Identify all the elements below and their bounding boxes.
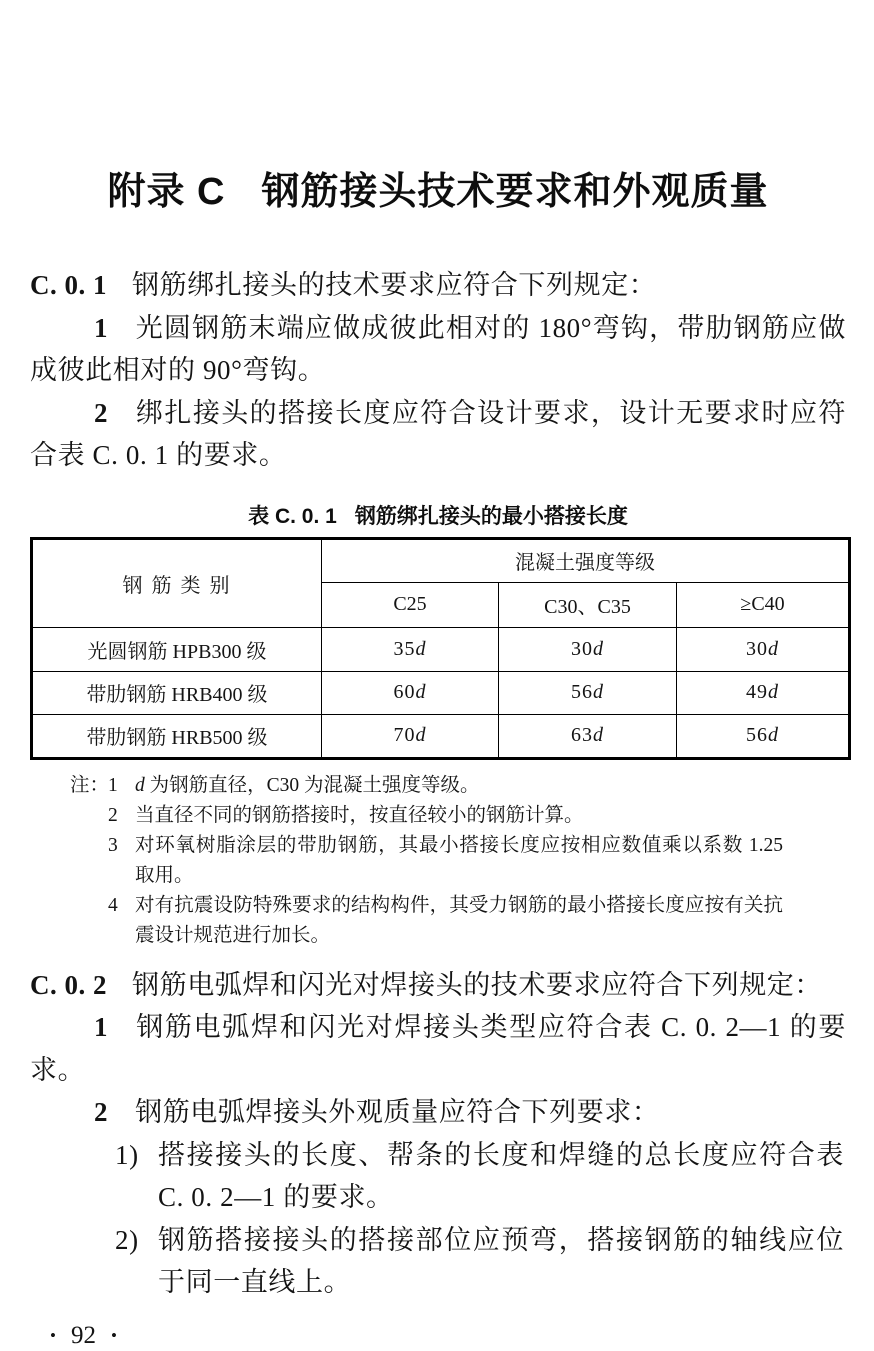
- page-number-bullet-left: •: [50, 1325, 56, 1345]
- table-title-text: 钢筋绑扎接头的最小搭接长度: [354, 504, 628, 528]
- col-header-c25: C25: [322, 582, 499, 627]
- diameter-symbol: d: [415, 724, 427, 747]
- item-text: 光圆钢筋末端应做成彼此相对的 180°弯钩，带肋钢筋应做成彼此相对的 90°弯钩。: [30, 312, 846, 386]
- table-c01-title: [30, 502, 846, 532]
- item-text: 钢筋电弧焊和闪光对焊接头类型应符合表 C. 0. 2—1 的要求。: [30, 1012, 846, 1085]
- concrete-grade-group-header: 混凝土强度等级: [322, 538, 850, 582]
- cell-value: 30d: [677, 627, 850, 671]
- page-number-value: 92: [70, 1321, 96, 1349]
- col-header-c30-c35: C30、C35: [499, 582, 677, 627]
- cell-value: 70d: [322, 714, 499, 758]
- page-number-bullet-right: •: [110, 1325, 117, 1345]
- table-header-row-1: [32, 538, 850, 582]
- note-item-4: [70, 891, 846, 951]
- diameter-symbol: d: [593, 724, 604, 747]
- diameter-symbol: d: [768, 637, 779, 660]
- note-number: 4: [108, 894, 118, 916]
- note-number: 2: [108, 804, 118, 826]
- cell-value: 49d: [677, 671, 850, 714]
- item-text: 绑扎接头的搭接长度应符合设计要求，设计无要求时应符合表 C. 0. 1 的要求。: [30, 397, 846, 471]
- clause-c02-item-2: [30, 1091, 846, 1134]
- notes-prefix-spacer: [70, 801, 108, 831]
- clause-c01-text: 钢筋绑扎接头的技术要求应符合下列规定：: [132, 270, 657, 301]
- page-title: [30, 170, 846, 214]
- notes-prefix-spacer: [70, 831, 108, 891]
- clause-c02-number: C. 0. 2: [30, 969, 107, 1000]
- cell-value: 60d: [322, 671, 499, 714]
- table-row: [32, 714, 850, 758]
- item-number: 1: [94, 312, 109, 343]
- cell-value: 30d: [499, 627, 677, 671]
- table-notes: [70, 771, 846, 951]
- diameter-symbol: d: [768, 724, 779, 747]
- diameter-symbol: d: [593, 637, 604, 660]
- appendix-title-text: 钢筋接头技术要求和外观质量: [261, 171, 769, 214]
- table-row: [32, 627, 850, 671]
- diameter-symbol: d: [768, 681, 779, 704]
- note-text: d 为钢筋直径，C30 为混凝土强度等级。: [135, 774, 480, 796]
- note-number: 3: [108, 834, 118, 856]
- clause-c01-item-1: [30, 307, 846, 392]
- clause-c02-subitem-1: [115, 1134, 846, 1219]
- clause-c01-heading: [30, 264, 846, 307]
- clause-c02-section: [30, 964, 846, 1304]
- clause-c02-item-1: [30, 1006, 846, 1091]
- cell-value: 63d: [499, 714, 677, 758]
- diameter-symbol: d: [135, 774, 145, 796]
- note-item-1: [70, 771, 846, 801]
- body-content: [30, 264, 846, 1351]
- cell-value: 56d: [677, 714, 850, 758]
- clause-c02-text: 钢筋电弧焊和闪光对焊接头的技术要求应符合下列规定：: [132, 969, 822, 1000]
- subitem-text: 搭接接头的长度、帮条的长度和焊缝的总长度应符合表 C. 0. 2—1 的要求。: [158, 1139, 844, 1213]
- table-row: [32, 671, 850, 714]
- item-number: 1: [94, 1012, 109, 1043]
- notes-prefix-spacer: [70, 891, 108, 951]
- cell-value: 35d: [322, 627, 499, 671]
- row-label: 带肋钢筋 HRB500 级: [32, 714, 322, 758]
- diameter-symbol: d: [415, 637, 427, 660]
- clause-c02-subitem-2: [115, 1219, 846, 1304]
- appendix-label: 附录 C: [107, 171, 226, 214]
- subitem-number: 2): [115, 1224, 139, 1255]
- diameter-symbol: d: [415, 681, 427, 704]
- lap-length-table: [30, 537, 851, 760]
- note-text: 对环氧树脂涂层的带肋钢筋，其最小搭接长度应按相应数值乘以系数 1.25 取用。: [135, 834, 783, 886]
- note-text: 当直径不同的钢筋搭接时，按直径较小的钢筋计算。: [135, 804, 584, 826]
- table-title-label: 表 C. 0. 1: [248, 504, 337, 528]
- clause-c01-number: C. 0. 1: [30, 270, 107, 301]
- page-number: [50, 1321, 117, 1351]
- row-label: 光圆钢筋 HPB300 级: [32, 627, 322, 671]
- item-number: 2: [94, 397, 109, 428]
- diameter-symbol: d: [593, 681, 604, 704]
- item-text: 钢筋电弧焊接头外观质量应符合下列要求：: [135, 1097, 660, 1128]
- subitem-number: 1): [115, 1139, 139, 1170]
- note-text: 对有抗震设防特殊要求的结构构件，其受力钢筋的最小搭接长度应按有关抗震设计规范进行加长。: [135, 894, 783, 946]
- note-number: 1: [108, 774, 118, 796]
- notes-prefix: 注：: [70, 774, 110, 796]
- clause-c01-item-2: [30, 392, 846, 477]
- note-item-2: [70, 801, 846, 831]
- col-header-c40: ≥C40: [677, 582, 850, 627]
- note-item-3: [70, 831, 846, 891]
- cell-value: 56d: [499, 671, 677, 714]
- rebar-type-header: 钢 筋 类 别: [32, 538, 322, 627]
- subitem-text: 钢筋搭接接头的搭接部位应预弯，搭接钢筋的轴线应位于同一直线上。: [158, 1224, 844, 1298]
- item-number: 2: [94, 1097, 109, 1128]
- row-label: 带肋钢筋 HRB400 级: [32, 671, 322, 714]
- clause-c02-heading: [30, 964, 846, 1007]
